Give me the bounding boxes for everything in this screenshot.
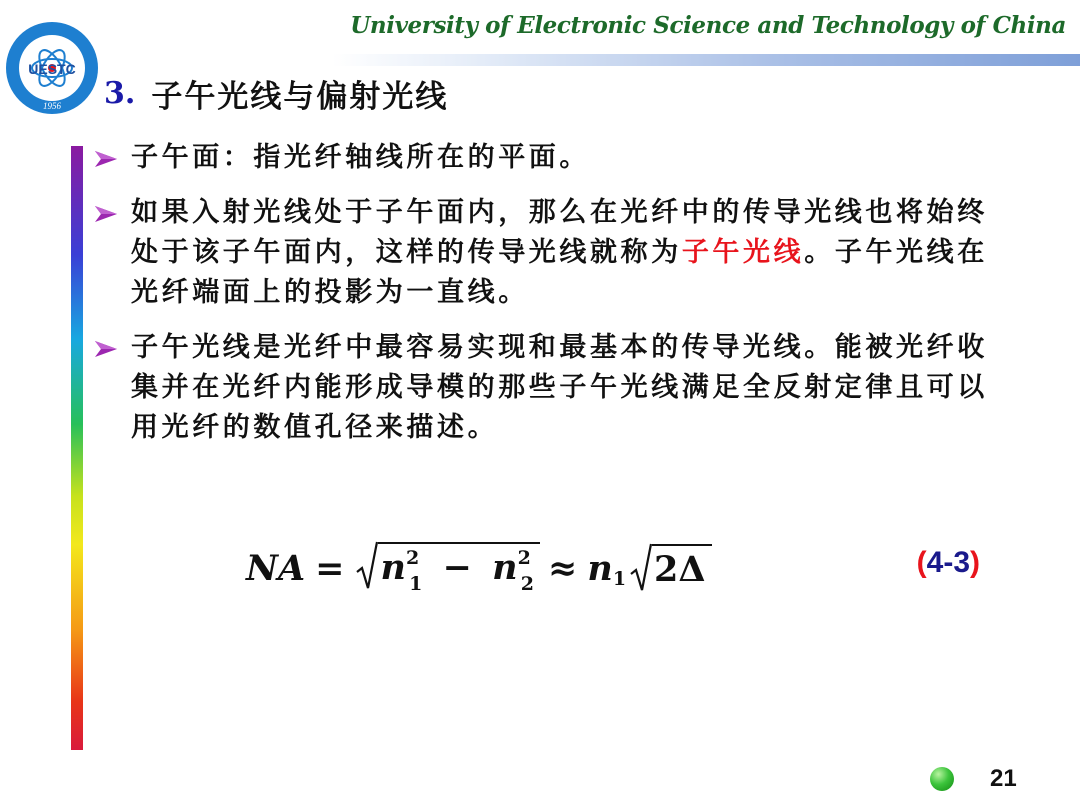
bullet-text — [131, 328, 993, 448]
formula-n: n — [380, 546, 406, 588]
formula-approx: ≈ — [548, 547, 578, 589]
purple-arrow-bullet-icon — [93, 339, 119, 359]
formula-n: n — [587, 547, 613, 589]
formula-lhs: NA — [246, 547, 306, 589]
purple-arrow-bullet-icon — [93, 149, 119, 169]
formula-sup: 2 — [405, 546, 420, 569]
purple-arrow-bullet-icon — [93, 204, 119, 224]
formula-n: n — [492, 546, 518, 588]
page-number: 21 — [990, 765, 1017, 792]
formula-radical-2 — [630, 542, 712, 594]
bullet-segment: 如果入射光线处于子午面内，那么在光纤中的传导光线也将始终处于该子午面内，这样的传导光线就称为 — [131, 197, 988, 268]
radical-sign-icon — [356, 540, 378, 592]
slide-title — [104, 66, 448, 120]
radical-body: 2Δ — [652, 544, 712, 594]
bullet-item — [93, 328, 993, 448]
header-gradient-bar — [332, 54, 1080, 66]
radical-sign-icon — [630, 542, 652, 594]
formula-minus: − — [442, 546, 472, 588]
equation-number — [917, 546, 980, 580]
bullet-segment: 子午面：指光纤轴线所在的平面。 — [131, 142, 590, 173]
formula-sub: 1 — [612, 568, 627, 590]
green-dot-icon[interactable] — [930, 767, 954, 791]
bullet-text — [131, 138, 993, 178]
formula-sub: 1 — [409, 572, 423, 595]
rainbow-side-bar — [71, 146, 83, 750]
logo-text: UESTC — [28, 61, 76, 77]
bullet-segment: 子午光线是光纤中最容易实现和最基本的传导光线。能被光纤收集并在光纤内能形成导模的那些子午光线满足全反射定律且可以用光纤的数值孔径来描述。 — [131, 332, 988, 443]
emphasized-term: 子午光线 — [681, 237, 805, 268]
university-logo — [4, 20, 100, 116]
bullet-segment: 。子午光线在光纤端面上的投影为一直线。 — [131, 237, 988, 308]
title-text: 子午光线与偏射光线 — [151, 78, 449, 115]
university-name: University of Electronic Science and Technology of China — [350, 12, 1066, 39]
formula-sup: 2 — [517, 546, 531, 569]
equation-open-paren: ( — [916, 546, 927, 579]
equation-number-text: 4-3 — [926, 546, 970, 579]
formula-sub: 2 — [520, 572, 535, 595]
bullet-item — [93, 138, 993, 178]
title-number: 3. — [104, 75, 136, 111]
bullet-item — [93, 193, 993, 313]
formula-radical-1 — [356, 540, 540, 597]
formula-equals: = — [315, 547, 345, 589]
bullet-text — [131, 193, 993, 313]
logo-year: 1956 — [43, 101, 61, 111]
bullet-list — [93, 138, 993, 448]
equation-close-paren: ) — [970, 546, 980, 579]
radical-body — [378, 542, 540, 597]
numerical-aperture-formula — [246, 538, 714, 598]
